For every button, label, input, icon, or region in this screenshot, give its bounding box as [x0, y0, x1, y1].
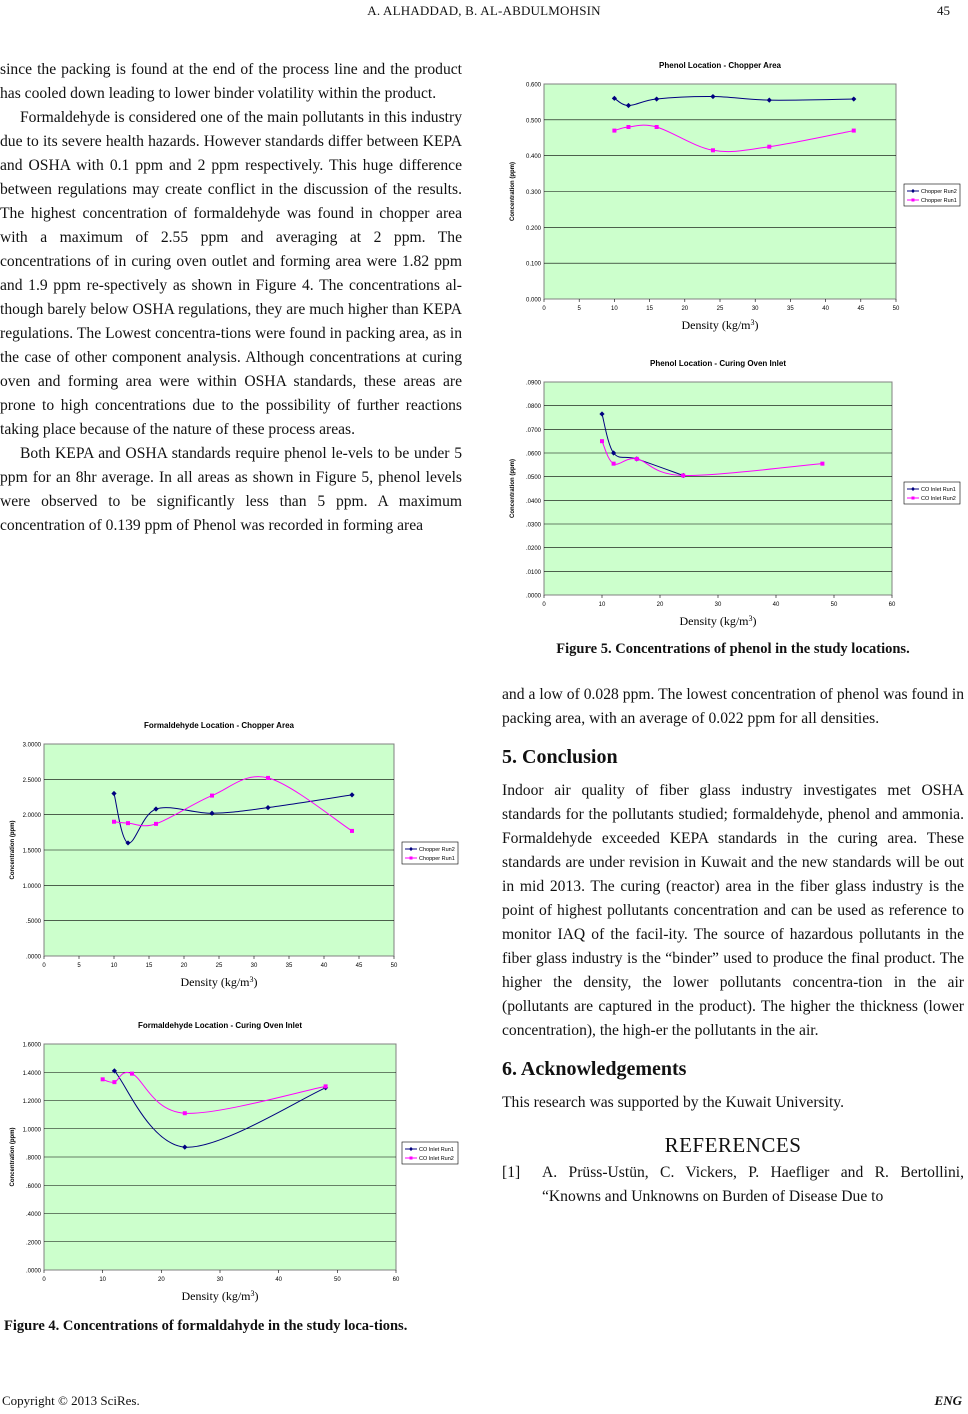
legend-marker — [912, 497, 915, 500]
x-tick-label: 50 — [830, 602, 838, 608]
data-point — [612, 129, 616, 133]
data-point — [600, 439, 604, 443]
y-axis-label: Concentration (ppm) — [510, 162, 516, 221]
legend-marker — [410, 1157, 413, 1160]
y-tick-label: 2.5000 — [22, 777, 41, 784]
y-tick-label: .4000 — [25, 1212, 41, 1218]
x-tick-label: 30 — [216, 1277, 224, 1283]
y-tick-label: 1.5000 — [22, 848, 41, 855]
chart-svg — [0, 710, 462, 1000]
y-tick-label: .0300 — [525, 522, 541, 529]
y-tick-label: 0.100 — [525, 261, 541, 268]
legend-label: CO Inlet Run2 — [419, 1156, 454, 1162]
x-tick-label: 40 — [822, 306, 829, 312]
x-axis-label: Density $(kg/m^3)$ — [679, 613, 757, 628]
y-tick-label: .0000 — [25, 954, 41, 961]
y-axis-label: Concentration (ppm) — [510, 459, 516, 518]
y-axis-label: Concentration (ppm) — [10, 1127, 16, 1187]
legend-marker — [912, 199, 915, 202]
copyright: Copyright © 2013 SciRes. — [2, 1393, 140, 1408]
y-tick-label: 1.4000 — [22, 1070, 41, 1077]
data-point — [767, 145, 771, 149]
references-heading: REFERENCES — [664, 1133, 802, 1157]
x-axis-label: Density $(kg/m^3)$ — [180, 974, 258, 989]
x-axis-label: Density $(kg/m^3)$ — [181, 1288, 259, 1303]
x-axis-label: Density $(kg/m^3)$ — [681, 317, 759, 332]
x-tick-label: 15 — [145, 963, 153, 969]
legend — [904, 482, 960, 504]
x-tick-label: 40 — [320, 963, 328, 969]
legend — [402, 1142, 458, 1164]
data-point — [210, 794, 214, 798]
data-point — [324, 1084, 328, 1088]
paragraph: since the packing is found at the end of the process line and the product has cooled down leading to lower binder volatility within the product. — [0, 61, 462, 102]
data-point — [350, 829, 354, 833]
x-tick-label: 0 — [42, 1277, 46, 1283]
y-tick-label: 1.0000 — [22, 883, 41, 890]
plot-area — [544, 382, 892, 595]
chart-svg — [502, 52, 964, 337]
data-point — [154, 822, 158, 826]
chart-svg — [0, 1010, 462, 1303]
data-point — [112, 820, 116, 824]
paragraph: Indoor air quality of fiber glass industry investigates met OSHA standards for the pollutants studied; formaldehyde, phenol and ammonia. Formaldehyde exceeded KEPA standards in the curing area. These standards are under revision in Kuwait and the new standards will be out in mid 2013. The curing (reactor) area in the fiber glass industry is the point of highest pollutants concentration and can be used as reference to monitor IAQ of the facil-ity. The source of hazardous pollutants in the fiber glass industry is the “binder” used to produce the final product. The higher the density, the lower pollutants concentra-tion in the air (pollutants are captured in the product). The higher the thickness (lower concentration), the high-er the pollutants in the air. — [502, 782, 964, 1039]
paragraph: This research was supported by the Kuwait University. — [502, 1094, 844, 1111]
x-tick-label: 20 — [656, 602, 664, 608]
x-tick-label: 30 — [714, 602, 722, 608]
data-point — [101, 1077, 105, 1081]
y-tick-label: .0000 — [525, 593, 541, 600]
running-header — [0, 3, 968, 25]
chart-title: Phenol Location - Chopper Area — [659, 61, 781, 70]
x-tick-label: 5 — [577, 306, 581, 312]
x-tick-label: 35 — [787, 306, 794, 312]
y-tick-label: 0.400 — [525, 154, 541, 161]
x-tick-label: 20 — [157, 1277, 165, 1283]
y-tick-label: .2000 — [25, 1240, 41, 1247]
x-tick-label: 60 — [392, 1277, 400, 1283]
y-tick-label: .0400 — [525, 498, 541, 505]
chart-title: Formaldehyde Location - Curing Oven Inlet — [137, 1021, 303, 1030]
data-point — [112, 1080, 116, 1084]
chart-title: Formaldehyde Location - Chopper Area — [144, 721, 294, 730]
y-tick-label: 0.300 — [525, 190, 541, 196]
section-heading-acknowledgements: 6. Acknowledgements — [502, 1058, 687, 1080]
data-point — [126, 821, 130, 825]
x-tick-label: 10 — [99, 1277, 107, 1283]
x-tick-label: 50 — [892, 306, 900, 312]
legend-label: CO Inlet Run1 — [419, 1147, 454, 1153]
x-tick-label: 30 — [751, 306, 759, 312]
x-tick-label: 25 — [716, 306, 724, 312]
paragraph: Both KEPA and OSHA standards require phenol le-vels to be under 5 ppm for an 8hr average. In all areas as shown in Figure 5, phenol levels were observed to be significantly less than 5 ppm. A maximum concentration of 0.139 ppm of Phenol was recorded in forming area — [0, 445, 462, 534]
y-tick-label: .0600 — [525, 451, 541, 458]
legend-marker — [410, 857, 413, 860]
x-tick-label: 5 — [77, 963, 81, 969]
legend-label: Chopper Run2 — [921, 189, 957, 195]
x-tick-label: 20 — [180, 963, 188, 969]
y-tick-label: .0000 — [25, 1268, 41, 1275]
chart-phenol-chopper — [502, 52, 964, 337]
right-column — [502, 683, 964, 1209]
y-tick-label: 0.500 — [525, 118, 541, 125]
legend-label: Chopper Run1 — [419, 856, 455, 862]
y-tick-label: .0700 — [525, 427, 541, 434]
data-point — [626, 125, 630, 129]
data-point — [266, 776, 270, 780]
legend-label: CO Inlet Run1 — [921, 487, 956, 493]
data-point — [820, 462, 824, 466]
y-tick-label: 0.000 — [525, 297, 541, 304]
x-tick-label: 10 — [598, 602, 606, 608]
data-point — [130, 1072, 134, 1076]
y-tick-label: 1.0000 — [22, 1127, 41, 1134]
legend-label: CO Inlet Run2 — [921, 496, 956, 502]
y-tick-label: .8000 — [25, 1155, 41, 1162]
y-tick-label: .0200 — [525, 546, 541, 553]
x-tick-label: 45 — [857, 306, 865, 312]
legend — [402, 842, 458, 864]
x-tick-label: 15 — [646, 306, 653, 312]
header-authors: A. ALHADDAD, B. AL-ABDULMOHSIN — [367, 3, 601, 18]
y-axis-label: Concentration (ppm) — [10, 820, 16, 880]
paragraph: and a low of 0.028 ppm. The lowest concentration of phenol was found in packing area, with an average of 0.022 ppm for all densities. — [502, 686, 964, 727]
x-tick-label: 40 — [772, 602, 780, 608]
figure-5-caption: Figure 5. Concentrations of phenol in the study locations. — [556, 641, 910, 657]
data-point — [681, 473, 685, 477]
chart-formaldehyde-curing — [0, 1010, 462, 1303]
x-tick-label: 45 — [355, 963, 363, 969]
legend — [904, 184, 960, 206]
y-tick-label: .6000 — [25, 1183, 41, 1190]
y-tick-label: 0.200 — [525, 225, 541, 232]
reference-text: A. Prüss-Ustün, C. Vickers, P. Haefliger and R. Bertollini, “Knowns and Unknowns on Burden of Disease Due to — [542, 1164, 964, 1205]
x-tick-label: 25 — [215, 963, 223, 969]
x-tick-label: 35 — [285, 963, 293, 969]
data-point — [612, 462, 616, 466]
x-tick-label: 20 — [681, 306, 689, 312]
x-tick-label: 10 — [611, 306, 618, 312]
x-tick-label: 30 — [250, 963, 258, 969]
x-tick-label: 10 — [110, 963, 118, 969]
y-tick-label: .0900 — [525, 380, 541, 387]
paragraph: Formaldehyde is considered one of the main pollutants in this industry due to its severe health hazards. However standards differ between KEPA and OSHA with 0.1 ppm and 2 ppm respectively. This huge difference between regulations may create conflict in the discussion of the results. The highest concentration of formaldehyde was found in chopper area with a maximum of 2.55 ppm and averaging at 2 ppm. The concentrations of in curing oven outlet and forming area were 1.82 ppm and 1.9 ppm re-spectively as shown in Figure 4. The concentrations al-though barely below OSHA regulations, they are much higher than KEPA regulations. The Lowest concentra-tions were found in packing area, as in the case of other component analysis. Although concentrations at curing oven and forming area were within OSHA standards, these areas are prone to high concentrations due to the possibility of further reactions taking place because of the nature of these process areas. — [0, 109, 462, 438]
page-number: 45 — [937, 3, 950, 18]
chart-phenol-curing — [502, 350, 964, 635]
chart-title: Phenol Location - Curing Oven Inlet — [649, 359, 787, 368]
data-point — [655, 125, 659, 129]
y-tick-label: 3.0000 — [22, 742, 41, 749]
y-tick-label: .0500 — [525, 475, 541, 482]
data-point — [711, 148, 715, 152]
x-tick-label: 50 — [390, 963, 398, 969]
left-column — [0, 58, 462, 538]
y-tick-label: 1.2000 — [22, 1099, 41, 1105]
reference-item — [502, 1161, 964, 1209]
x-tick-label: 60 — [888, 602, 896, 608]
data-point — [852, 129, 856, 133]
legend-label: Chopper Run1 — [921, 198, 957, 204]
x-tick-label: 40 — [275, 1277, 283, 1283]
y-tick-label: 1.6000 — [22, 1042, 41, 1049]
y-tick-label: .0100 — [525, 569, 541, 576]
section-heading-conclusion: 5. Conclusion — [502, 746, 618, 768]
y-tick-label: .5000 — [25, 919, 41, 926]
x-tick-label: 0 — [42, 963, 46, 969]
figure-4-caption: Figure 4. Concentrations of formaldahyde in the study loca-tions. — [4, 1318, 408, 1334]
y-tick-label: 2.0000 — [22, 813, 41, 820]
legend-label: Chopper Run2 — [419, 847, 455, 853]
y-tick-label: 0.600 — [525, 82, 541, 89]
x-tick-label: 0 — [542, 602, 546, 608]
journal-tag: ENG — [934, 1393, 962, 1408]
reference-number: [1] — [502, 1164, 521, 1181]
data-point — [183, 1111, 187, 1115]
x-tick-label: 50 — [333, 1277, 341, 1283]
chart-formaldehyde-chopper — [0, 710, 462, 1000]
chart-svg — [502, 350, 964, 635]
x-tick-label: 0 — [542, 306, 546, 312]
data-point — [635, 457, 639, 461]
y-tick-label: .0800 — [525, 404, 541, 411]
